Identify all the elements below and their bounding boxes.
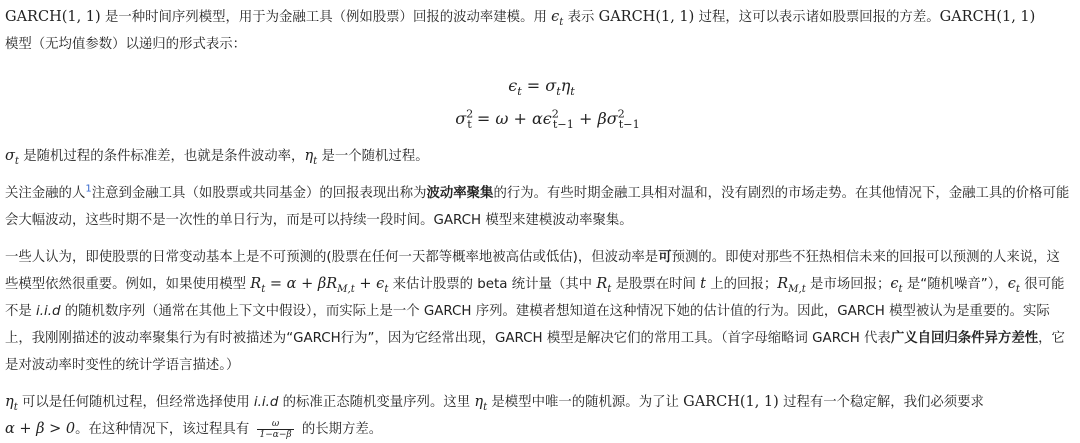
model-name: GARCH(1, 1) [5, 9, 101, 25]
footnote-link[interactable]: 1 [85, 183, 92, 195]
beta-model: $R_t = \alpha + \beta R_{M,t} + \epsilon_t$ [250, 276, 389, 295]
paragraph-definitions: $\sigma_t$ 是随机过程的条件标准差，也就是条件波动率，$\eta_t$ 是一个随机过程。 [5, 148, 429, 167]
paragraph-volatility-clustering: 关注金融的人$^1$注意到金融工具（如股票或共同基金）的回报表现出称为波动率聚集的行为。有些时期金融工具相对温和，没有剧烈的市场走势。在其他情况下，金融工具的价格可能会大幅波动，这些时期不是一次性的单日行为，而是可以持续一段时间。GARCH 模型来建模波动率聚集。 [5, 183, 1070, 228]
long-run-variance-fraction: $\frac{\omega}{1-\alpha-\beta}$ [259, 418, 292, 440]
paragraph-intro: GARCH(1, 1) 是一种时间序列模型，用于为金融工具（例如股票）回报的波动率建模。用 $\epsilon_t$ 表示 GARCH(1, 1) 过程，这可以表示诸如股票回报的方差。GARCH(1, 1) 模型（无均值参数）以递归的形式表示： [5, 9, 1036, 52]
stationarity-condition: α + β > 0 [5, 421, 76, 437]
paragraph-importance: 一些人认为，即使股票的日常变动基本上是不可预测的(股票在任何一天都等概率地被高估或低估)，但波动率是可预测的。即使对那些不狂热相信未来的回报可以预测的人来说，这些模型依然很重要。例如，如果使用模型 $R_t = \alpha + \beta R_{M,t} + \epsilon_t$ 来估计股票的 beta 统计量（其中 $R_t$ 是股票在时间 t 上的回报；$R_{M,t}$ 是市场回报；$\epsilon_t$ 是“随机噪音”），$\epsilon_t$ 很可能不是 i.i.d 的随机数序列（通常在其他上下文中假设），而实际上是一个 GARCH 序列。建模者想知道在这种情况下她的估计值的行为。因此，GARCH 模型被认为是重要的。实际上，我刚刚描述的波动率聚集行为有时被描述为“GARCH行为”，因为它经常出现，GARCH 模型是解决它们的常用工具。（首字母缩略词 GARCH 代表广义自回归条件异方差性，它是对波动率时变性的统计学语言描述。） [5, 250, 1065, 373]
equation-sigma: $\sigma^2_t = \omega + \alpha\epsilon^2_{t-1} + \beta\sigma^2_{t-1}$ [455, 107, 640, 132]
bold-term: 波动率聚集 [426, 186, 494, 201]
equation-epsilon: $\epsilon_t = \sigma_t\eta_t$ [508, 76, 575, 99]
paragraph-stationarity: $\eta_t$ 可以是任何随机过程，但经常选择使用 i.i.d 的标准正态随机变量序列。这里 $\eta_t$ 是模型中唯一的随机源。为了让 GARCH(1, 1) 过程有一个稳定解，我们必须要求 α + β > 0。在这种情况下，该过程具有 $\frac{\omega}{1-\alpha-\beta}$ 的长期方差。 [5, 394, 984, 440]
epsilon-t: $\epsilon_t$ [551, 9, 564, 28]
